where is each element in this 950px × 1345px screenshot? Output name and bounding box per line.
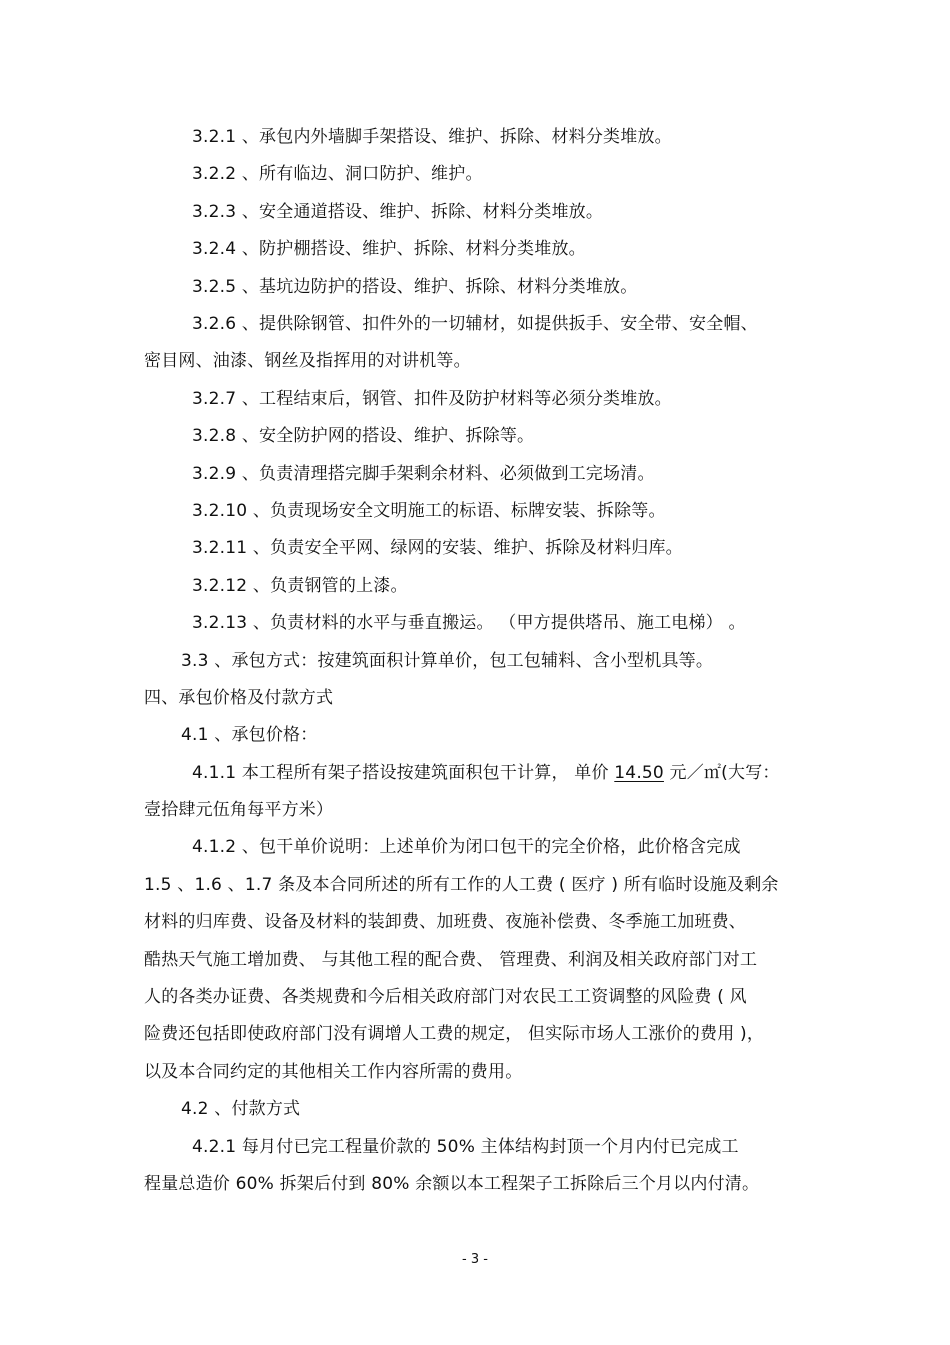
clause-4-1-2-line-3: 材料的归库费、设备及材料的装卸费、加班费、夜施补偿费、冬季施工加班费、: [144, 912, 746, 932]
unit-price: 14.50: [614, 763, 664, 783]
clause-4-1-2-line-6: 险费还包括即使政府部门没有调增人工费的规定， 但实际市场人工涨价的费用 )，: [144, 1024, 765, 1044]
clause-4-1-1: [192, 762, 780, 784]
clause-4-1-1-text: 4.1.1 本工程所有架子搭设按建筑面积包干计算， 单价: [192, 763, 615, 783]
clause-4-1-1-unit: 元／㎡(大写：: [663, 763, 780, 783]
clause-3-2-4: 3.2.4 、防护棚搭设、维护、拆除、材料分类堆放。: [192, 239, 586, 259]
clause-3-2-6: 3.2.6 、提供除钢管、扣件外的一切辅材，如提供扳手、安全带、安全帽、: [192, 314, 758, 334]
clause-3-2-7: 3.2.7 、工程结束后，钢管、扣件及防护材料等必须分类堆放。: [192, 389, 672, 409]
clause-4-1-2-line-5: 人的各类办证费、各类规费和今后相关政府部门对农民工工资调整的风险费 ( 风: [144, 987, 747, 1007]
clause-4-2-1-continued: 程量总造价 60% 拆架后付到 80% 余额以本工程架子工拆除后三个月以内付清。: [144, 1174, 760, 1194]
page-number: - 3 -: [462, 1252, 488, 1267]
clause-3-2-5: 3.2.5 、基坑边防护的搭设、维护、拆除、材料分类堆放。: [192, 277, 638, 297]
clause-3-2-10: 3.2.10 、负责现场安全文明施工的标语、标牌安装、拆除等。: [192, 501, 666, 521]
clause-3-2-1: 3.2.1 、承包内外墙脚手架搭设、维护、拆除、材料分类堆放。: [192, 127, 672, 147]
clause-3-2-13: 3.2.13 、负责材料的水平与垂直搬运。 （甲方提供塔吊、施工电梯） 。: [192, 613, 746, 633]
clause-3-2-3: 3.2.3 、安全通道搭设、维护、拆除、材料分类堆放。: [192, 202, 604, 222]
clause-4-1-2: 4.1.2 、包干单价说明：上述单价为闭口包干的完全价格，此价格含完成: [192, 837, 741, 857]
clause-4-1-2-line-7: 以及本合同约定的其他相关工作内容所需的费用。: [144, 1062, 523, 1082]
clause-3-2-11: 3.2.11 、负责安全平网、绿网的安装、维护、拆除及材料归库。: [192, 538, 683, 558]
clause-3-2-6-continued: 密目网、油漆、钢丝及指挥用的对讲机等。: [144, 351, 471, 371]
section-heading-4: 四、承包价格及付款方式: [144, 688, 334, 708]
clause-3-2-12: 3.2.12 、负责钢管的上漆。: [192, 576, 408, 596]
clause-4-1-2-line-2: 1.5 、1.6 、1.7 条及本合同所述的所有工作的人工费 ( 医疗 ) 所有临时设施及剩余: [144, 875, 779, 895]
clause-3-3: 3.3 、承包方式：按建筑面积计算单价，包工包辅料、含小型机具等。: [181, 651, 714, 671]
clause-3-2-8: 3.2.8 、安全防护网的搭设、维护、拆除等。: [192, 426, 535, 446]
clause-4-2-1: 4.2.1 每月付已完工程量价款的 50% 主体结构封顶一个月内付已完成工: [192, 1137, 739, 1157]
clause-4-1-2-line-4: 酷热天气施工增加费、 与其他工程的配合费、 管理费、利润及相关政府部门对工: [144, 950, 758, 970]
clause-3-2-9: 3.2.9 、负责清理搭完脚手架剩余材料、必须做到工完场清。: [192, 464, 655, 484]
clause-4-1: 4.1 、承包价格：: [181, 725, 318, 745]
clause-4-1-1-continued: 壹拾肆元伍角每平方米）: [144, 800, 334, 820]
clause-4-2: 4.2 、付款方式: [181, 1099, 301, 1119]
clause-3-2-2: 3.2.2 、所有临边、洞口防护、维护。: [192, 164, 483, 184]
